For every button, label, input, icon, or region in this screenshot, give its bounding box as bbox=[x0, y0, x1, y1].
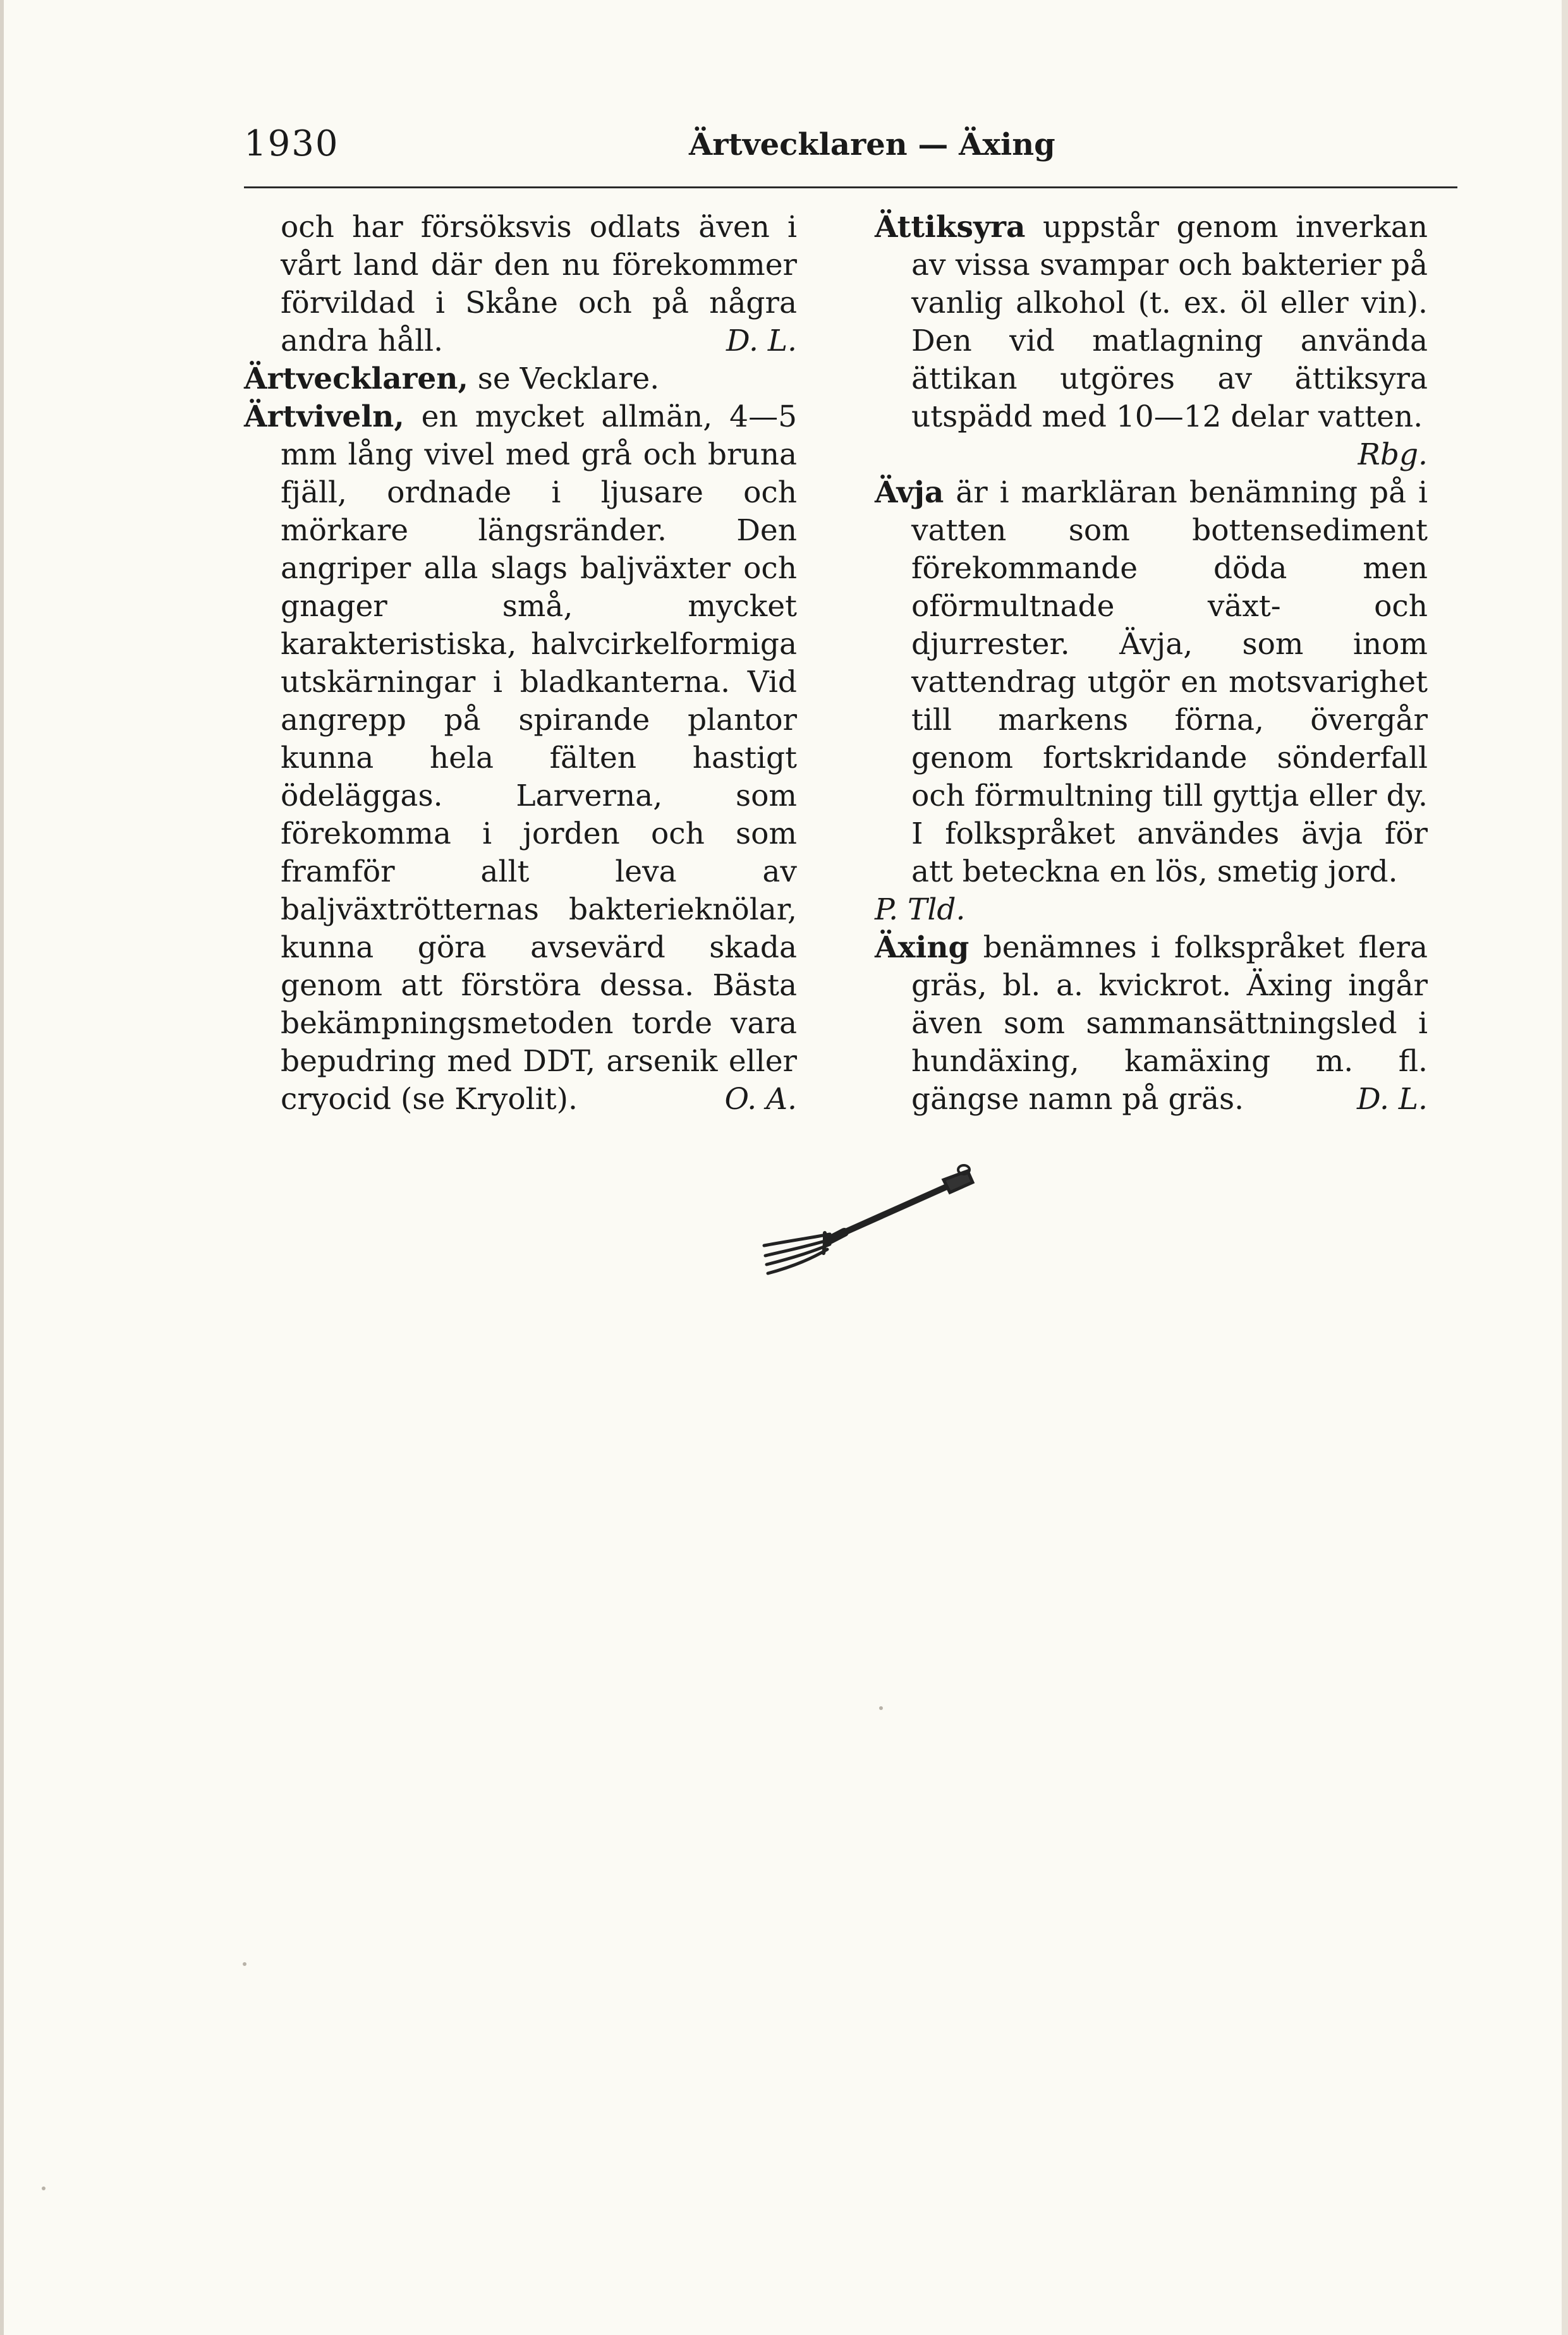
entry-text: se Vecklare. bbox=[468, 361, 660, 396]
entry-signature: D. L. bbox=[1356, 1082, 1428, 1117]
headword-artvecklaren: Ärtvecklaren, bbox=[244, 361, 468, 396]
pitchfork-icon bbox=[759, 1147, 987, 1286]
entry-text: en mycket allmän, 4—5 mm lång vivel med grå och bruna fjäll, ordnade i ljusare och mörkare längsränder. Den angriper alla slags baljväxter och gnager små, mycket karakteristiska, halvcirkelformiga utskärningar i bladkanterna. Vid angrepp på spirande plantor kunna hela fälten hastigt ödeläggas. Larverna, som förekomma i jorden och som framför allt leva av baljväxtrötternas bakterieknölar, kunna göra avsevärd skada genom att förstöra dessa. Bästa bekämpningsmetoden torde vara bepudring med DDT, arsenik eller cryocid (se Kryolit). bbox=[281, 399, 797, 1117]
entry-artvecklaren bbox=[244, 360, 797, 398]
entry-avja bbox=[875, 474, 1428, 929]
entry-text: är i markläran benämning på i vatten som bottensediment förekommande döda men oförmultnade växt- och djurrester. Ävja, som inom vattendrag utgör en motsvarighet till markens förna, övergår genom fortskridande sönderfall och förmultning till gyttja eller dy. I folkspråket användes ävja för att beteckna en lös, smetig jord. bbox=[911, 475, 1428, 889]
page-number: 1930 bbox=[244, 123, 339, 164]
paper-speck bbox=[42, 2186, 46, 2190]
entry-text: benämnes i folkspråket flera gräs, bl. a. kvickrot. Äxing ingår även som sammansättningsled i hundäxing, kamäxing m. fl. gängse namn på gräs. bbox=[911, 930, 1428, 1117]
entry-attiksyra bbox=[875, 209, 1428, 474]
paper-speck bbox=[879, 1706, 883, 1710]
header-divider bbox=[244, 186, 1457, 188]
continuation-entry bbox=[244, 209, 797, 360]
entry-signature: O. A. bbox=[724, 1082, 797, 1117]
continuation-signature: D. L. bbox=[726, 324, 797, 358]
entry-axing bbox=[875, 929, 1428, 1119]
headword-attiksyra: Ättiksyra bbox=[875, 210, 1026, 245]
entry-signature: P. Tld. bbox=[875, 892, 966, 927]
headword-artviveln: Ärtviveln, bbox=[244, 399, 404, 434]
paper-speck bbox=[243, 1962, 246, 1966]
continuation-text: och har försöksvis odlats även i vårt land där den nu förekommer förvildad i Skåne och på några andra håll. bbox=[281, 210, 797, 358]
entry-artviveln bbox=[244, 398, 797, 1119]
headword-axing: Äxing bbox=[875, 930, 969, 965]
left-column bbox=[244, 209, 797, 1119]
entry-signature: Rbg. bbox=[1358, 437, 1428, 472]
right-column bbox=[875, 209, 1428, 1119]
running-head bbox=[244, 123, 1457, 174]
entry-text: uppstår genom inverkan av vissa svampar och bakterier på vanlig alkohol (t. ex. öl eller vin). Den vid matlagning använda ättikan utgöres av ättiksyra utspädd med 10—12 delar vatten. bbox=[911, 210, 1428, 434]
headword-avja: Ävja bbox=[875, 475, 944, 510]
section-title: Ärtvecklaren — Äxing bbox=[689, 127, 1055, 162]
